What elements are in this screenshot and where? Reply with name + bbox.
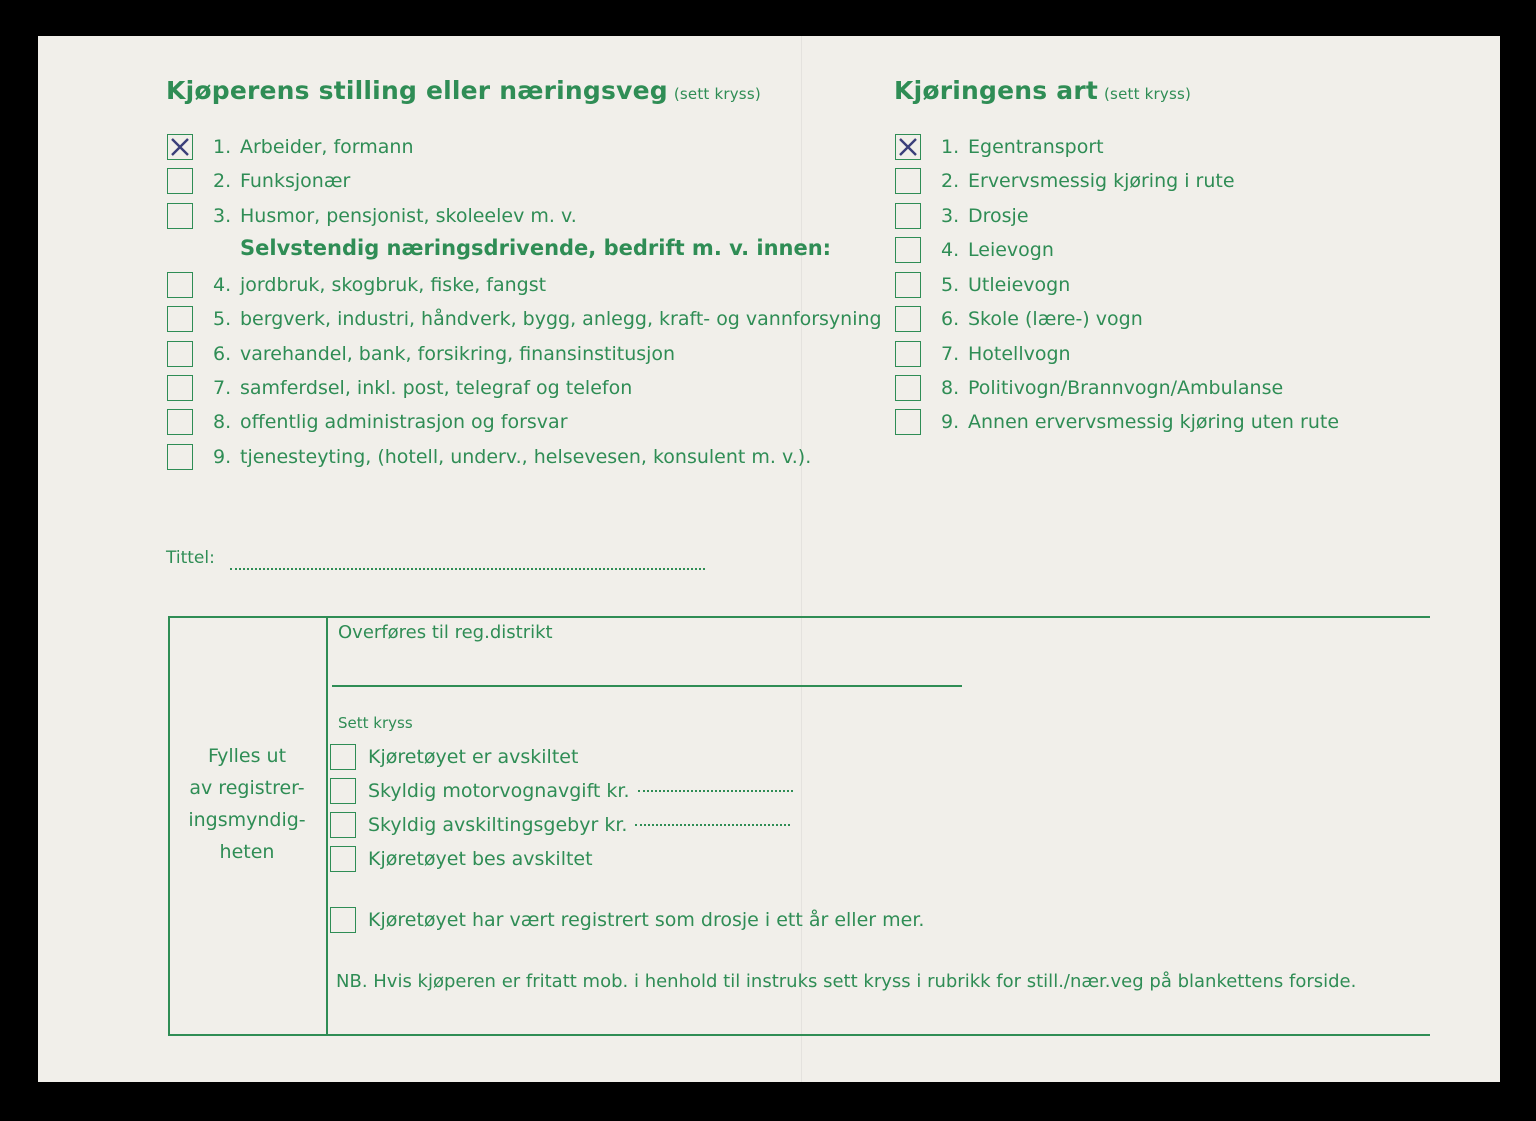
item-label: offentlig administrasjon og forsvar bbox=[240, 411, 568, 433]
cross-mark-icon bbox=[897, 136, 919, 158]
transfer-label: Overføres til reg.distrikt bbox=[338, 622, 553, 643]
item-number: 2. bbox=[213, 170, 232, 192]
item-number: 3. bbox=[213, 205, 232, 227]
checkbox[interactable] bbox=[167, 134, 193, 160]
checkbox[interactable] bbox=[330, 812, 356, 838]
item-label: Skole (lære-) vogn bbox=[968, 308, 1143, 330]
cross-mark-icon bbox=[169, 136, 191, 158]
checkbox[interactable] bbox=[167, 168, 193, 194]
driving-type-item-2[interactable] bbox=[895, 166, 1235, 196]
item-number: 7. bbox=[941, 343, 960, 365]
occupation-item-1[interactable] bbox=[167, 132, 414, 162]
item-number: 8. bbox=[941, 377, 960, 399]
occupation-item-3[interactable] bbox=[167, 201, 577, 231]
check-hint: Sett kryss bbox=[338, 714, 413, 732]
checkbox[interactable] bbox=[167, 444, 193, 470]
occupation-item-2[interactable] bbox=[167, 166, 350, 196]
item-label: Utleievogn bbox=[968, 274, 1071, 296]
box-divider bbox=[326, 616, 328, 1036]
self-employed-subheading: Selvstendig næringsdrivende, bedrift m. v. innen: bbox=[240, 236, 832, 260]
driving-type-item-3[interactable] bbox=[895, 201, 1029, 231]
item-number: 1. bbox=[941, 136, 960, 158]
item-label: Egentransport bbox=[968, 136, 1104, 158]
occupation-sector-item-1[interactable] bbox=[167, 270, 546, 300]
item-label: Husmor, pensjonist, skoleelev m. v. bbox=[240, 205, 577, 227]
checkbox[interactable] bbox=[895, 272, 921, 298]
checkbox[interactable] bbox=[330, 744, 356, 770]
option-label: Kjøretøyet har vært registrert som drosje i ett år eller mer. bbox=[368, 909, 925, 931]
item-number: 9. bbox=[941, 411, 960, 433]
checkbox[interactable] bbox=[895, 306, 921, 332]
item-number: 4. bbox=[941, 239, 960, 261]
item-number: 3. bbox=[941, 205, 960, 227]
option-label: Skyldig motorvognavgift kr. bbox=[368, 780, 630, 802]
item-label: Ervervsmessig kjøring i rute bbox=[968, 170, 1235, 192]
amount-field[interactable] bbox=[635, 824, 790, 826]
checkbox[interactable] bbox=[895, 203, 921, 229]
checkbox[interactable] bbox=[895, 341, 921, 367]
item-number: 1. bbox=[213, 136, 232, 158]
checkbox[interactable] bbox=[895, 134, 921, 160]
option-label: Kjøretøyet bes avskiltet bbox=[368, 848, 593, 870]
checkbox[interactable] bbox=[895, 237, 921, 263]
buyer-occupation-title: Kjøperens stilling eller næringsveg (sett kryss) bbox=[166, 76, 761, 105]
item-label: Funksjonær bbox=[240, 170, 351, 192]
registration-option-4[interactable] bbox=[330, 844, 593, 874]
checkbox[interactable] bbox=[167, 341, 193, 367]
driving-type-item-1[interactable] bbox=[895, 132, 1104, 162]
authority-note: Fylles ut av registrer- ingsmyndig- heten bbox=[188, 745, 306, 863]
item-number: 5. bbox=[213, 308, 232, 330]
item-label: varehandel, bank, forsikring, finansinstitusjon bbox=[240, 343, 676, 365]
item-number: 9. bbox=[213, 446, 232, 468]
box-left-border bbox=[168, 616, 170, 1036]
tittel-field[interactable] bbox=[230, 568, 705, 570]
checkbox[interactable] bbox=[167, 375, 193, 401]
item-number: 8. bbox=[213, 411, 232, 433]
checkbox[interactable] bbox=[167, 409, 193, 435]
item-label: Politivogn/Brannvogn/Ambulanse bbox=[968, 377, 1284, 399]
amount-field[interactable] bbox=[638, 790, 793, 792]
driving-type-item-6[interactable] bbox=[895, 304, 1143, 334]
driving-type-item-7[interactable] bbox=[895, 339, 1071, 369]
item-number: 7. bbox=[213, 377, 232, 399]
buyer-occupation-hint: (sett kryss) bbox=[673, 85, 761, 103]
occupation-sector-item-6[interactable] bbox=[167, 442, 811, 472]
item-label: Drosje bbox=[968, 205, 1029, 227]
driving-type-hint: (sett kryss) bbox=[1104, 85, 1192, 103]
box-bottom-border bbox=[168, 1034, 1430, 1036]
item-label: samferdsel, inkl. post, telegraf og telefon bbox=[240, 377, 633, 399]
registration-option-3[interactable] bbox=[330, 810, 790, 840]
driving-type-item-8[interactable] bbox=[895, 373, 1283, 403]
item-number: 2. bbox=[941, 170, 960, 192]
checkbox[interactable] bbox=[167, 306, 193, 332]
registration-option-2[interactable] bbox=[330, 776, 793, 806]
checkbox[interactable] bbox=[330, 778, 356, 804]
driving-type-item-5[interactable] bbox=[895, 270, 1070, 300]
item-number: 6. bbox=[213, 343, 232, 365]
occupation-sector-item-2[interactable] bbox=[167, 304, 882, 334]
option-label: Skyldig avskiltingsgebyr kr. bbox=[368, 814, 628, 836]
item-label: Annen ervervsmessig kjøring uten rute bbox=[968, 411, 1340, 433]
item-label: Arbeider, formann bbox=[240, 136, 414, 158]
option-label: Kjøretøyet er avskiltet bbox=[368, 746, 579, 768]
checkbox[interactable] bbox=[895, 168, 921, 194]
drosje-option[interactable] bbox=[330, 905, 924, 935]
item-number: 4. bbox=[213, 274, 232, 296]
item-label: Leievogn bbox=[968, 239, 1054, 261]
form-sheet bbox=[38, 36, 1500, 1082]
checkbox[interactable] bbox=[330, 907, 356, 933]
item-label: tjenesteyting, (hotell, underv., helsevesen, konsulent m. v.). bbox=[240, 446, 812, 468]
item-number: 5. bbox=[941, 274, 960, 296]
driving-type-title: Kjøringens art (sett kryss) bbox=[894, 76, 1192, 105]
item-number: 6. bbox=[941, 308, 960, 330]
registration-option-1[interactable] bbox=[330, 742, 578, 772]
checkbox[interactable] bbox=[167, 203, 193, 229]
item-label: jordbruk, skogbruk, fiske, fangst bbox=[240, 274, 547, 296]
checkbox[interactable] bbox=[167, 272, 193, 298]
occupation-sector-item-3[interactable] bbox=[167, 339, 675, 369]
occupation-sector-item-4[interactable] bbox=[167, 373, 632, 403]
driving-type-item-4[interactable] bbox=[895, 235, 1054, 265]
checkbox[interactable] bbox=[895, 375, 921, 401]
occupation-sector-item-5[interactable] bbox=[167, 407, 568, 437]
driving-type-item-9[interactable] bbox=[895, 407, 1339, 437]
item-label: bergverk, industri, håndverk, bygg, anlegg, kraft- og vannforsyning bbox=[240, 308, 882, 330]
checkbox[interactable] bbox=[330, 846, 356, 872]
transfer-line[interactable] bbox=[332, 685, 962, 687]
nb-note: NB. Hvis kjøperen er fritatt mob. i henhold til instruks sett kryss i rubrikk for still./nær.veg på blankettens forside. bbox=[336, 971, 1357, 992]
checkbox[interactable] bbox=[895, 409, 921, 435]
tittel-label: Tittel: bbox=[166, 548, 215, 568]
item-label: Hotellvogn bbox=[968, 343, 1071, 365]
box-top-border bbox=[168, 616, 1430, 618]
